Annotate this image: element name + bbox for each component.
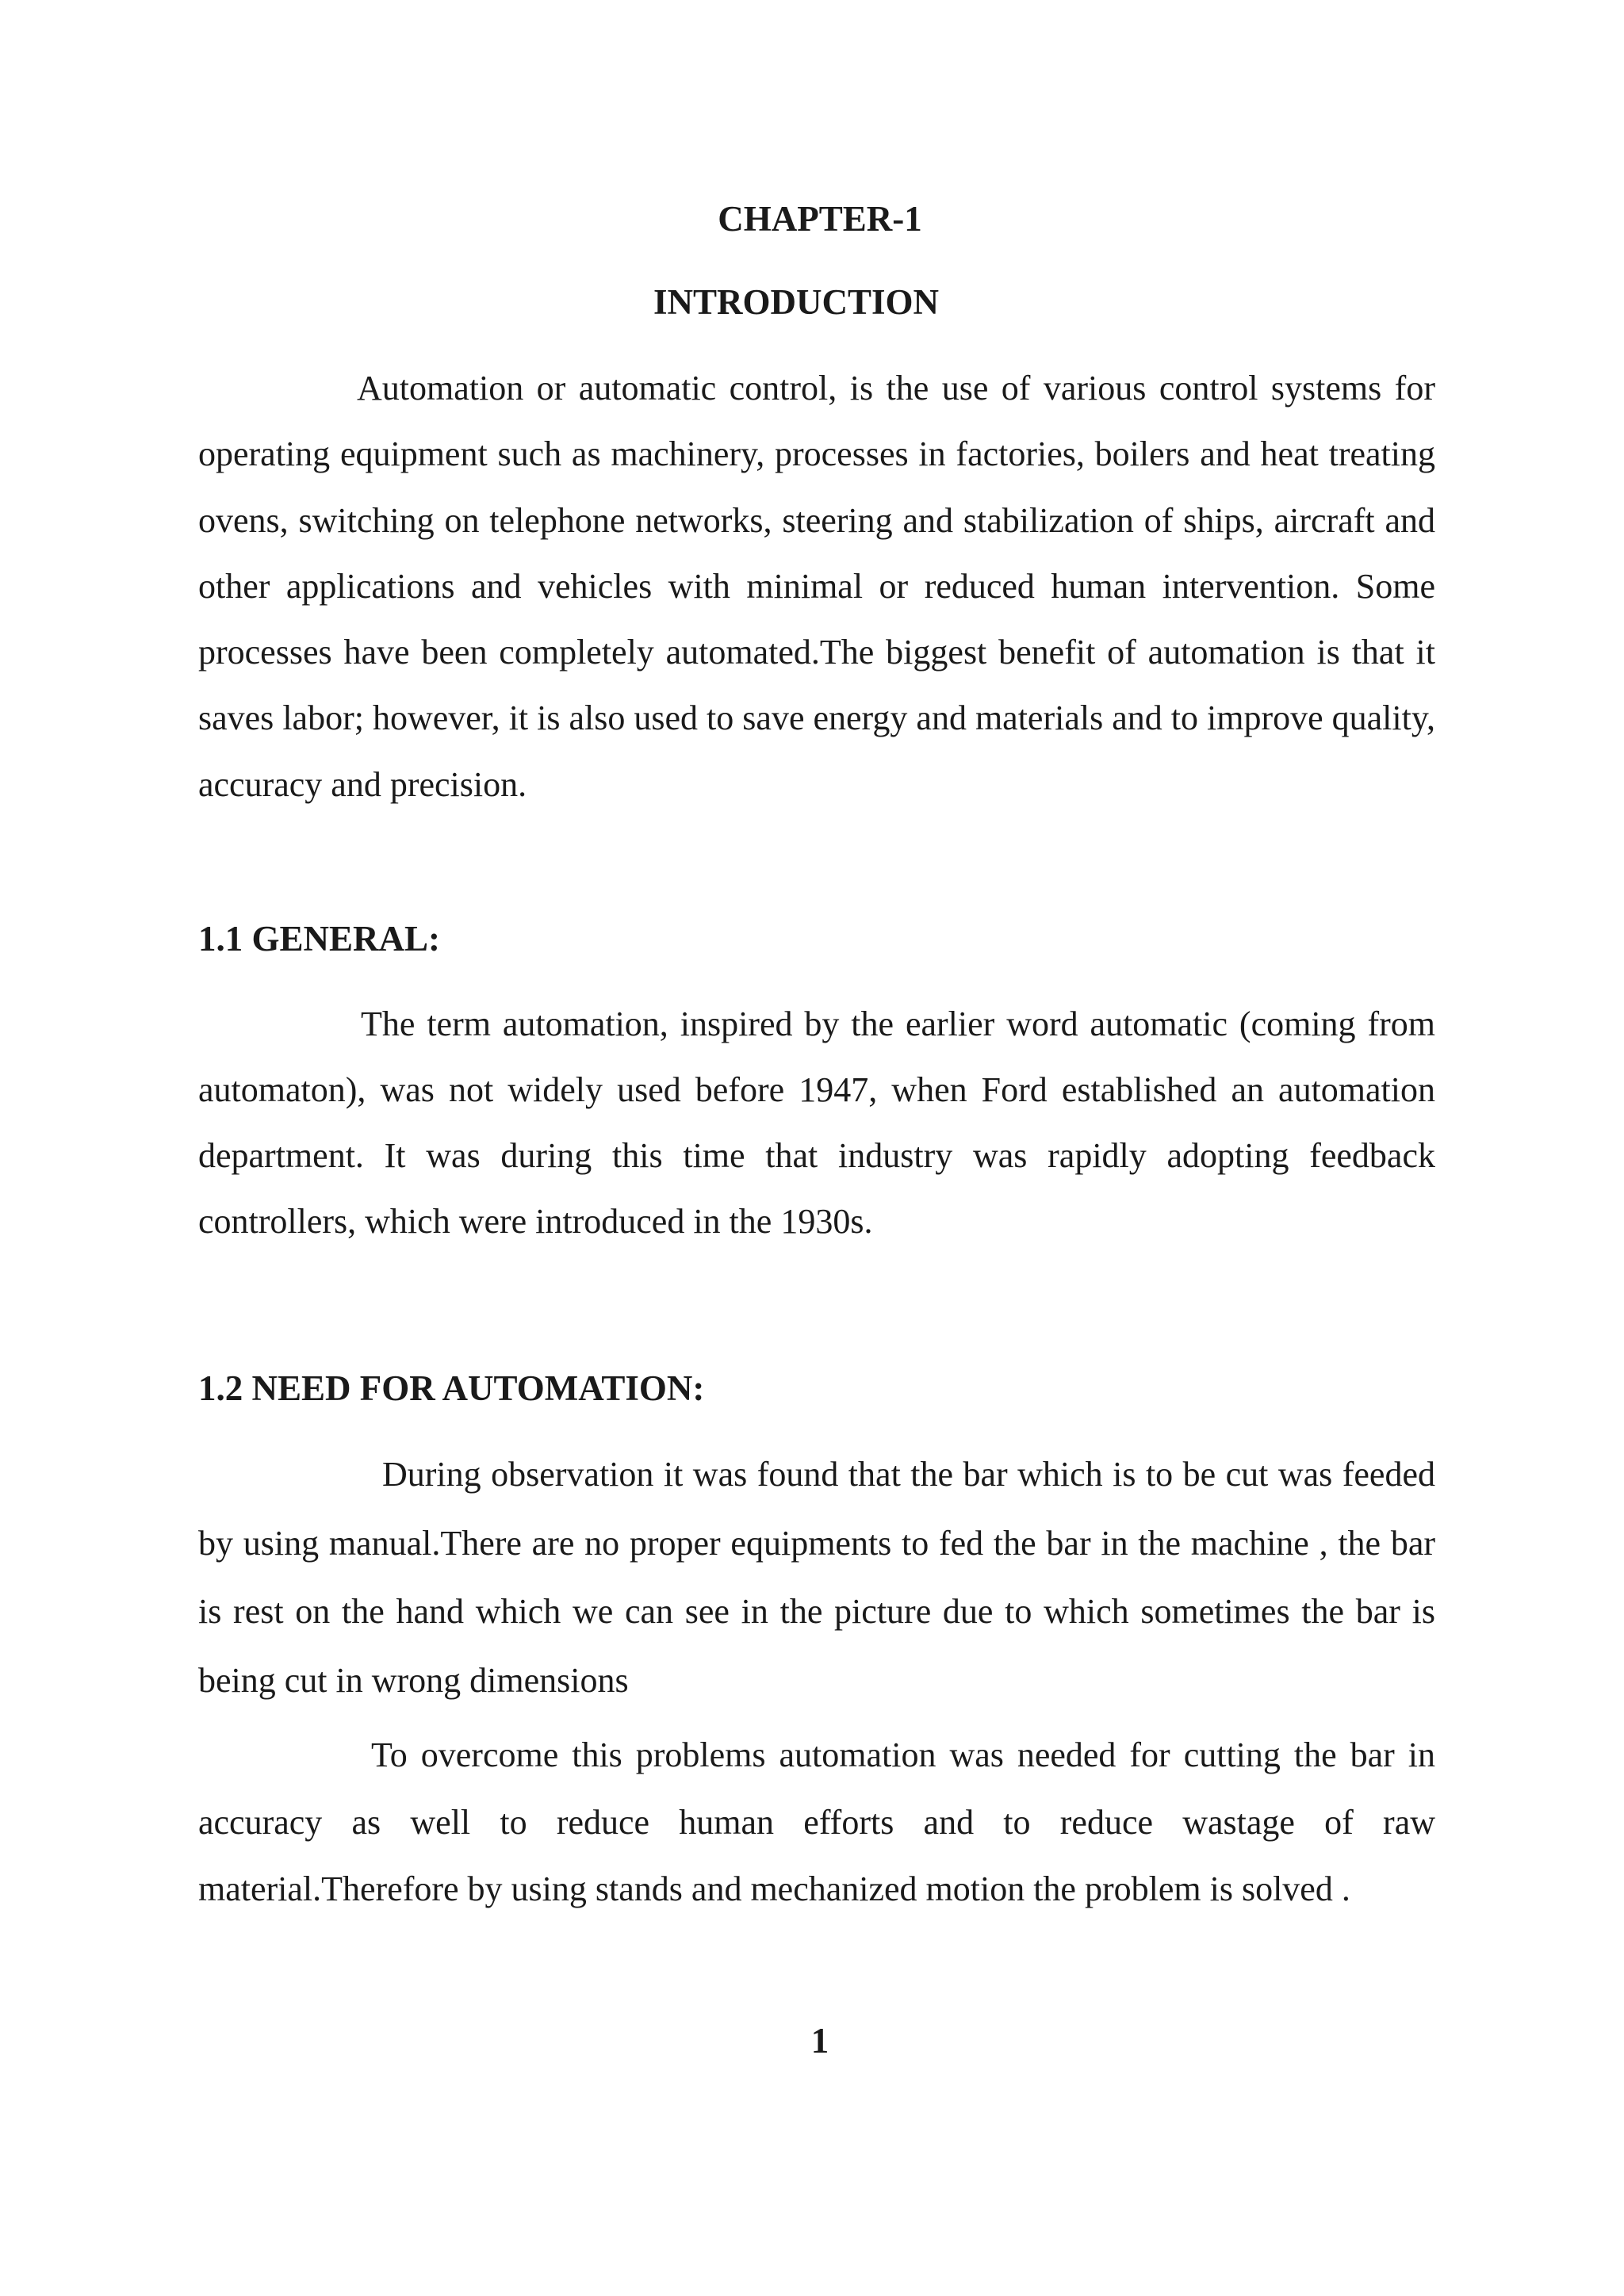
- chapter-title: INTRODUCTION: [653, 282, 940, 322]
- section-heading-need-for-automation: 1.2 NEED FOR AUTOMATION:: [198, 1368, 705, 1408]
- section-heading-general: 1.1 GENERAL:: [198, 919, 441, 959]
- intro-paragraph: Automation or automatic control, is the use of various control systems for operating equipment such as machinery, processes in factories, boilers and heat treating ovens, switching on telephone networks, steering and stabilization of ships, aircraft and other applications and vehicles with minimal or reduced human intervention. Some processes have been completely automated.The biggest benefit of automation is that it saves labor; however, it is also used to save energy and materials and to improve quality, accuracy and precision.: [198, 369, 1435, 804]
- general-paragraph: The term automation, inspired by the earlier word automatic (coming from automaton), was not widely used before 1947, when Ford established an automation department. It was during this time that industry was rapidly adopting feedback controllers, which were introduced in the 1930s.: [198, 1004, 1435, 1241]
- page-number: 1: [810, 2021, 829, 2061]
- need-paragraph-observation: During observation it was found that the bar which is to be cut was feeded by using manual.There are no proper equipments to fed the bar in the machine , the bar is rest on the hand which we can see in the picture due to which sometimes the bar is being cut in wrong dimensions: [198, 1455, 1435, 1700]
- chapter-number: CHAPTER-1: [718, 199, 922, 239]
- need-paragraph-solution: To overcome this problems automation was needed for cutting the bar in accuracy as well to reduce human efforts and to reduce wastage of raw material.Therefore by using stands and mechanized motion the problem is solved .: [198, 1735, 1435, 1908]
